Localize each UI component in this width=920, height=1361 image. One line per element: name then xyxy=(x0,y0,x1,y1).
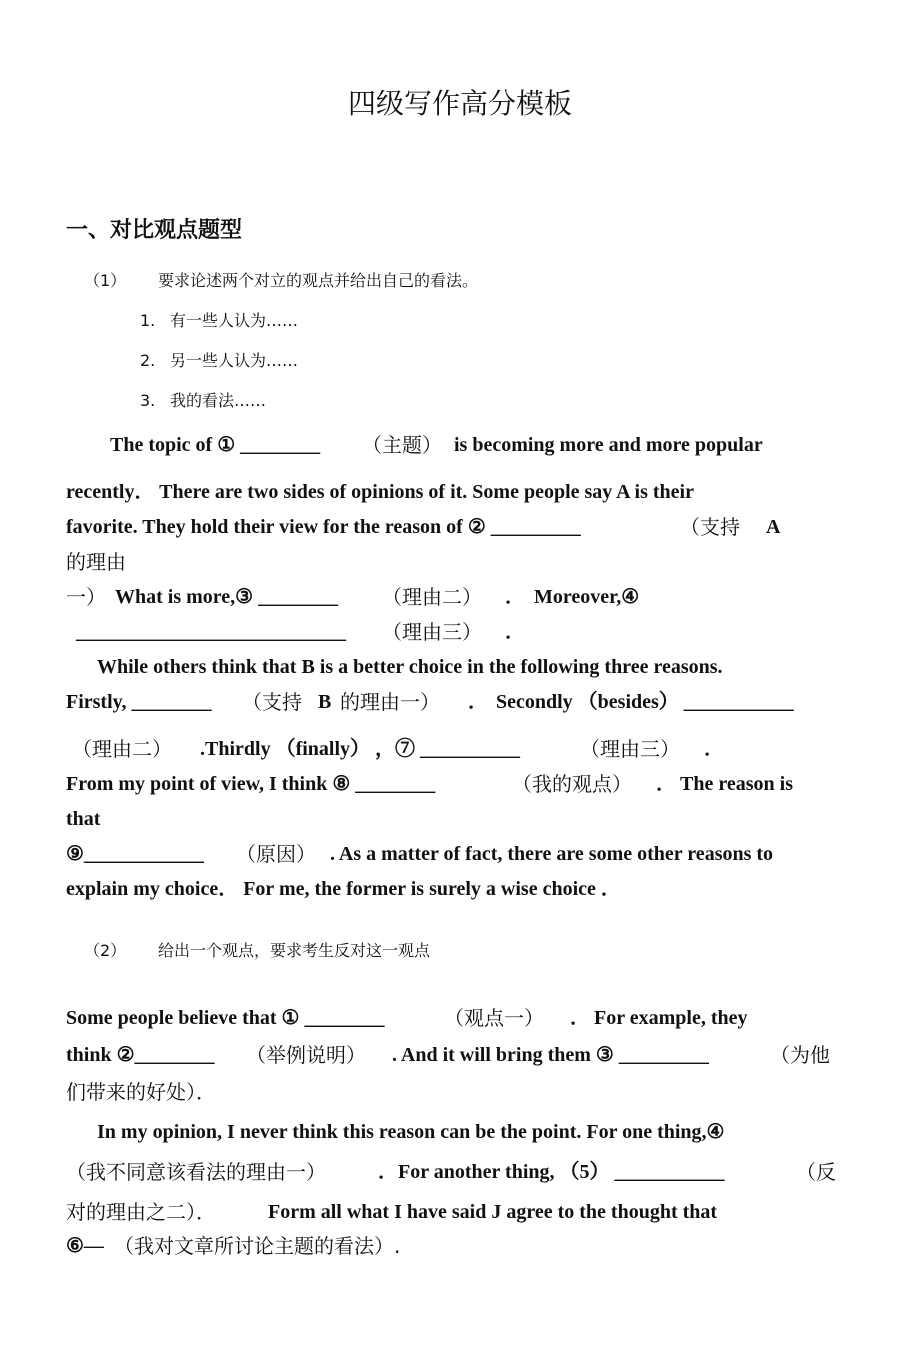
template-annotation: 一） xyxy=(66,585,106,609)
template-annotation: （理由二） xyxy=(72,737,172,761)
template-annotation: （理由二） xyxy=(382,585,482,609)
template-annotation: 对的理由之二）． xyxy=(66,1200,216,1224)
template-line: recently． There are two sides of opinions of it. Some people say A is their xyxy=(66,481,694,503)
template-annotation: 的理由一） xyxy=(340,690,440,714)
template-annotation: （我的观点） xyxy=(512,772,632,796)
template-line: ．For another thing, （5） ___________ xyxy=(378,1161,725,1183)
template-line: Some people believe that ① ________ xyxy=(66,1007,385,1029)
template-line: A xyxy=(766,516,781,538)
template-line: Moreover,④ xyxy=(534,586,640,608)
template-line: For example, they xyxy=(594,1007,748,1029)
step-text: 有一些人认为…… xyxy=(170,311,299,330)
template-line: . And it will bring them ③ _________ xyxy=(392,1044,709,1066)
template-punct: ． xyxy=(505,586,525,608)
template-line: In my opinion, I never think this reason can be the point. For one thing,④ xyxy=(97,1121,725,1143)
part1-instruction: 要求论述两个对立的观点并给出自己的看法。 xyxy=(158,271,479,290)
template-line: While others think that B is a better choice in the following three reasons. xyxy=(97,656,723,678)
template-annotation: （举例说明） xyxy=(246,1043,366,1067)
step-text: 另一些人认为…… xyxy=(170,351,299,370)
template-line: Firstly, ________ xyxy=(66,691,212,713)
template-annotation: （支持 xyxy=(680,515,740,539)
template-line: Form all what I have said J agree to the thought that xyxy=(268,1201,718,1223)
template-punct: ． xyxy=(570,1007,590,1029)
step-number: 2. xyxy=(140,351,156,370)
template-line: explain my choice． For me, the former is surely a wise choice ． xyxy=(66,878,621,900)
template-annotation: （主题） xyxy=(362,433,442,457)
template-line: Secondly （besides） ___________ xyxy=(496,691,794,713)
template-punct: ． xyxy=(656,773,676,795)
template-line: think ②________ xyxy=(66,1044,215,1066)
template-annotation: （理由三） xyxy=(382,620,482,644)
template-line: B xyxy=(318,691,332,713)
template-annotation: （我对文章所讨论主题的看法）. xyxy=(114,1234,401,1258)
template-annotation: （原因） xyxy=(236,842,316,866)
part1-number: （1） xyxy=(84,271,127,290)
template-line: The reason is xyxy=(680,773,793,795)
template-line: . As a matter of fact, there are some other reasons to xyxy=(330,843,774,865)
template-annotation: （支持 xyxy=(242,690,302,714)
template-line: that xyxy=(66,808,101,830)
template-blank: ⑥— xyxy=(66,1235,104,1257)
template-punct: ． xyxy=(704,738,724,760)
template-annotation: （观点一） xyxy=(444,1006,544,1030)
step-text: 我的看法…… xyxy=(170,391,267,410)
template-punct: ． xyxy=(468,691,488,713)
template-line: favorite. They hold their view for the reason of ② _________ xyxy=(66,516,581,538)
template-blank: ⑨____________ xyxy=(66,843,204,865)
template-line: From my point of view, I think ⑧ ________ xyxy=(66,773,436,795)
step-number: 3. xyxy=(140,391,156,410)
template-annotation: 的理由 xyxy=(66,550,126,574)
template-annotation: 们带来的好处）． xyxy=(66,1080,216,1104)
template-line: What is more,③ ________ xyxy=(115,586,339,608)
template-line: .Thirdly （finally） ，⑦ __________ xyxy=(200,738,521,760)
template-blank: ___________________________ xyxy=(76,621,346,643)
section-heading: 一、对比观点题型 xyxy=(66,218,243,243)
template-annotation: （反 xyxy=(796,1160,836,1184)
template-punct: ． xyxy=(505,621,525,643)
template-annotation: （为他 xyxy=(770,1043,830,1067)
step-number: 1. xyxy=(140,311,156,330)
part2-instruction: 给出一个观点，要求考生反对这一观点 xyxy=(158,941,431,960)
template-annotation: （理由三） xyxy=(580,737,680,761)
template-line: is becoming more and more popular xyxy=(454,434,763,456)
part2-number: （2） xyxy=(84,941,127,960)
template-line: The topic of ① ________ xyxy=(110,434,321,456)
template-annotation: （我不同意该看法的理由一） xyxy=(66,1160,326,1184)
document-title: 四级写作高分模板 xyxy=(347,87,572,120)
